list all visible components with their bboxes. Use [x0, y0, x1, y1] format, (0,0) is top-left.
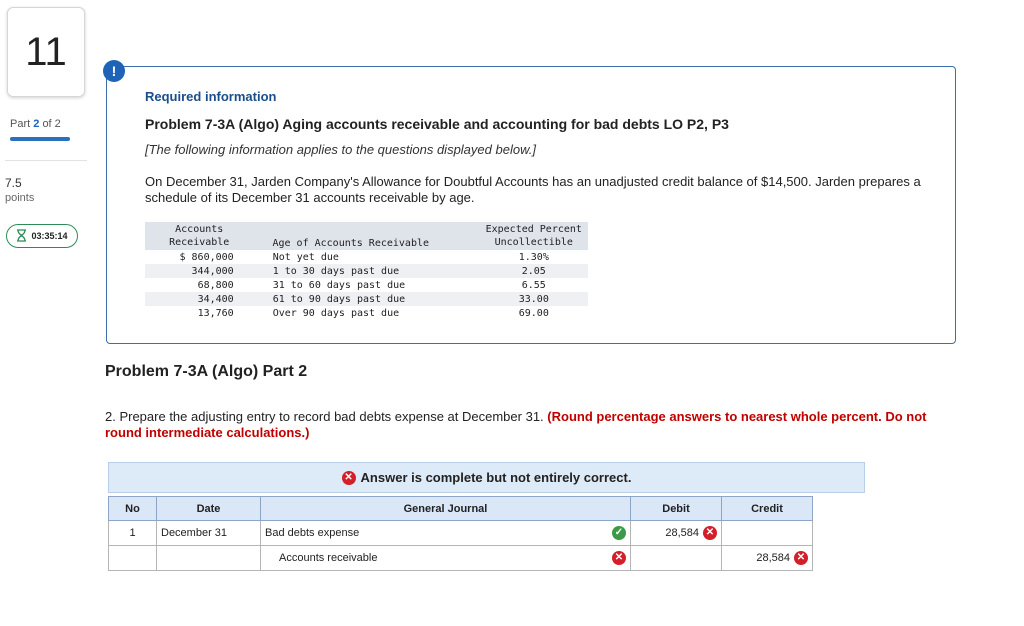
aging-row — [145, 306, 588, 320]
aging-row — [145, 264, 588, 278]
instruction-text: 2. Prepare the adjusting entry to record bad debts expense at December 31. — [105, 409, 544, 424]
header-pct-line2: Uncollectible — [494, 237, 573, 248]
pct-uncollectible: 6.55 — [521, 279, 546, 291]
aging-row — [145, 292, 588, 306]
table-row — [109, 546, 813, 571]
journal-table — [108, 496, 813, 571]
part-progress-bar — [10, 137, 70, 141]
pct-uncollectible: 69.00 — [518, 307, 549, 319]
points-value: 7.5 — [5, 176, 22, 190]
account-cell[interactable] — [261, 521, 631, 546]
debit-cell[interactable] — [631, 546, 722, 571]
points-label: points — [5, 192, 35, 204]
header-age: Age of Accounts Receivable — [272, 238, 430, 249]
points-info — [5, 176, 34, 206]
journal-header-row — [109, 497, 813, 521]
header-ar-line2: Receivable — [169, 237, 230, 248]
ar-amount: 344,000 — [191, 265, 234, 277]
col-debit: Debit — [631, 497, 722, 521]
timer[interactable] — [6, 224, 78, 248]
entry-number: 1 — [109, 521, 157, 546]
aging-row — [145, 250, 588, 264]
age-bucket: Not yet due — [272, 251, 339, 263]
pct-uncollectible: 1.30% — [518, 251, 549, 263]
entry-number — [109, 546, 157, 571]
alert-icon: ! — [103, 60, 125, 82]
table-row — [109, 521, 813, 546]
part2-instruction — [105, 409, 965, 441]
age-bucket: 31 to 60 days past due — [272, 279, 406, 291]
account-cell[interactable] — [261, 546, 631, 571]
timer-value: 03:35:14 — [31, 231, 68, 241]
age-bucket: 61 to 90 days past due — [272, 293, 406, 305]
incorrect-icon: ✕ — [612, 551, 626, 565]
aging-schedule — [145, 222, 588, 320]
aging-schedule-header — [145, 222, 588, 250]
ar-amount: $ 860,000 — [179, 251, 234, 263]
sidebar-divider — [5, 160, 87, 161]
ar-amount: 34,400 — [197, 293, 234, 305]
part2-title: Problem 7-3A (Algo) Part 2 — [105, 363, 308, 380]
incorrect-icon: ✕ — [794, 551, 808, 565]
problem-note: [The following information applies to the questions displayed below.] — [145, 142, 536, 157]
header-pct-line1: Expected Percent — [485, 224, 582, 235]
incorrect-icon: ✕ — [342, 471, 356, 485]
pct-uncollectible: 33.00 — [518, 293, 549, 305]
problem-body: On December 31, Jarden Company's Allowance for Doubtful Accounts has an unadjusted credit balance of $14,500. Jarden prepares a schedule of its December 31 accounts receivable by age. — [145, 174, 921, 205]
account-name: Bad debts expense — [265, 527, 360, 539]
col-no: No — [109, 497, 157, 521]
credit-amount: 28,584 — [756, 551, 790, 564]
ar-amount: 13,760 — [197, 307, 234, 319]
part-number: 2 — [33, 118, 40, 130]
part-word: Part — [10, 118, 31, 130]
problem-title: Problem 7-3A (Algo) Aging accounts receivable and accounting for bad debts LO P2, P3 — [145, 116, 729, 132]
incorrect-icon: ✕ — [703, 526, 717, 540]
correct-icon: ✓ — [612, 526, 626, 540]
part-indicator — [10, 118, 61, 130]
part-of: of 2 — [42, 118, 61, 130]
pct-uncollectible: 2.05 — [521, 265, 546, 277]
hourglass-icon — [16, 229, 27, 244]
ar-amount: 68,800 — [197, 279, 234, 291]
credit-cell[interactable] — [722, 521, 813, 546]
age-bucket: 1 to 30 days past due — [272, 265, 400, 277]
debit-amount: 28,584 — [665, 526, 699, 539]
age-bucket: Over 90 days past due — [272, 307, 400, 319]
col-general-journal: General Journal — [261, 497, 631, 521]
answer-status-text: Answer is complete but not entirely correct. — [360, 470, 632, 485]
entry-date[interactable]: December 31 — [157, 521, 261, 546]
col-credit: Credit — [722, 497, 813, 521]
debit-cell[interactable] — [631, 521, 722, 546]
account-name: Accounts receivable — [279, 552, 378, 564]
col-date: Date — [157, 497, 261, 521]
answer-status-banner — [108, 462, 865, 493]
aging-row — [145, 278, 588, 292]
entry-date[interactable] — [157, 546, 261, 571]
instruction-rounding-note: (Round percentage answers to nearest whole percent. Do not round intermediate calculations.) — [105, 409, 927, 440]
question-number: 11 — [25, 29, 67, 74]
header-ar-line1: Accounts — [175, 224, 224, 235]
credit-cell[interactable] — [722, 546, 813, 571]
required-information-heading: Required information — [145, 89, 277, 104]
question-number-box — [7, 7, 85, 97]
